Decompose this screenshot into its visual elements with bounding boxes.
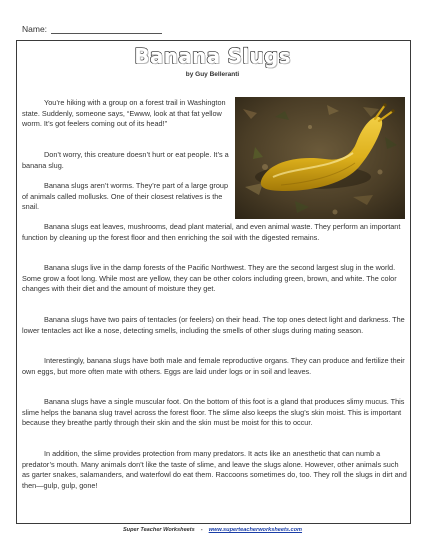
- name-write-line[interactable]: [51, 33, 162, 34]
- footer-brand: Super Teacher Worksheets: [122, 527, 195, 533]
- paragraph-2: Don’t worry, this creature doesn’t hurt or eat people. It’s a banana slug.: [22, 150, 229, 170]
- article-byline: by Guy Belleranti: [185, 71, 240, 78]
- name-row: [22, 24, 47, 34]
- paragraph-3: Banana slugs aren’t worms. They’re part of a large group of animals called mollusks. One of their closest relatives is the snail.: [22, 181, 229, 212]
- footer-url-link[interactable]: www.superteacherworksheets.com: [208, 527, 303, 533]
- slug-photo-graphic: [235, 97, 405, 219]
- paragraph-9: In addition, the slime provides protection from many predators. It acts like an anesthetic that can numb a predator’s mouth. Many animals don’t like the taste of slime, and leave the slugs alone. However, other animals such as garter snakes, salamanders, and waterfowl do eat them. Raccoons sometimes do, too. They roll the slugs in dirt and then—gulp, gulp, gone!: [22, 449, 407, 490]
- paragraph-1: You’re hiking with a group on a forest trail in Washington state. Suddenly, someone says, “Ewww, look at that fat yellow worm. It’s got feelers coming out of its head!”: [22, 98, 226, 129]
- article-title: Banana Slugs: [134, 44, 291, 68]
- paragraph-6: Banana slugs have two pairs of tentacles (or feelers) on their head. The top ones detect light and darkness. The lower tentacles act like a nose, detecting smells, including the smells of other slugs during mating season.: [22, 315, 405, 335]
- paragraph-5: Banana slugs live in the damp forests of the Pacific Northwest. They are the second largest slug in the world. Some grow a foot long. While most are yellow, they can be other colors including green, brown, and white. The color changes with their diet and the amount of moisture they get.: [22, 263, 397, 294]
- footer-separator: -: [200, 527, 203, 533]
- paragraph-7: Interestingly, banana slugs have both male and female reproductive organs. They can produce and fertilize their own eggs, but more often mate with others. Eggs are laid under logs or in soil and leaves.: [22, 356, 405, 376]
- banana-slug-photo: [235, 97, 405, 219]
- footer: [0, 527, 425, 533]
- paragraph-4-text: Banana slugs eat leaves, mushrooms, dead plant material, and even animal waste. They perform an important function by cleaning up the forest floor and then enriching the soil with the digested remains.: [22, 222, 401, 242]
- name-label: Name:: [22, 24, 48, 34]
- paragraph-8: Banana slugs have a single muscular foot. On the bottom of this foot is a gland that produces slimy mucus. This slime helps the banana slug travel across the forest floor. The slime also keeps the slug’s skin moist. This is important because they breathe partly through their skin and the skin must be moist for this to occur.: [22, 397, 405, 428]
